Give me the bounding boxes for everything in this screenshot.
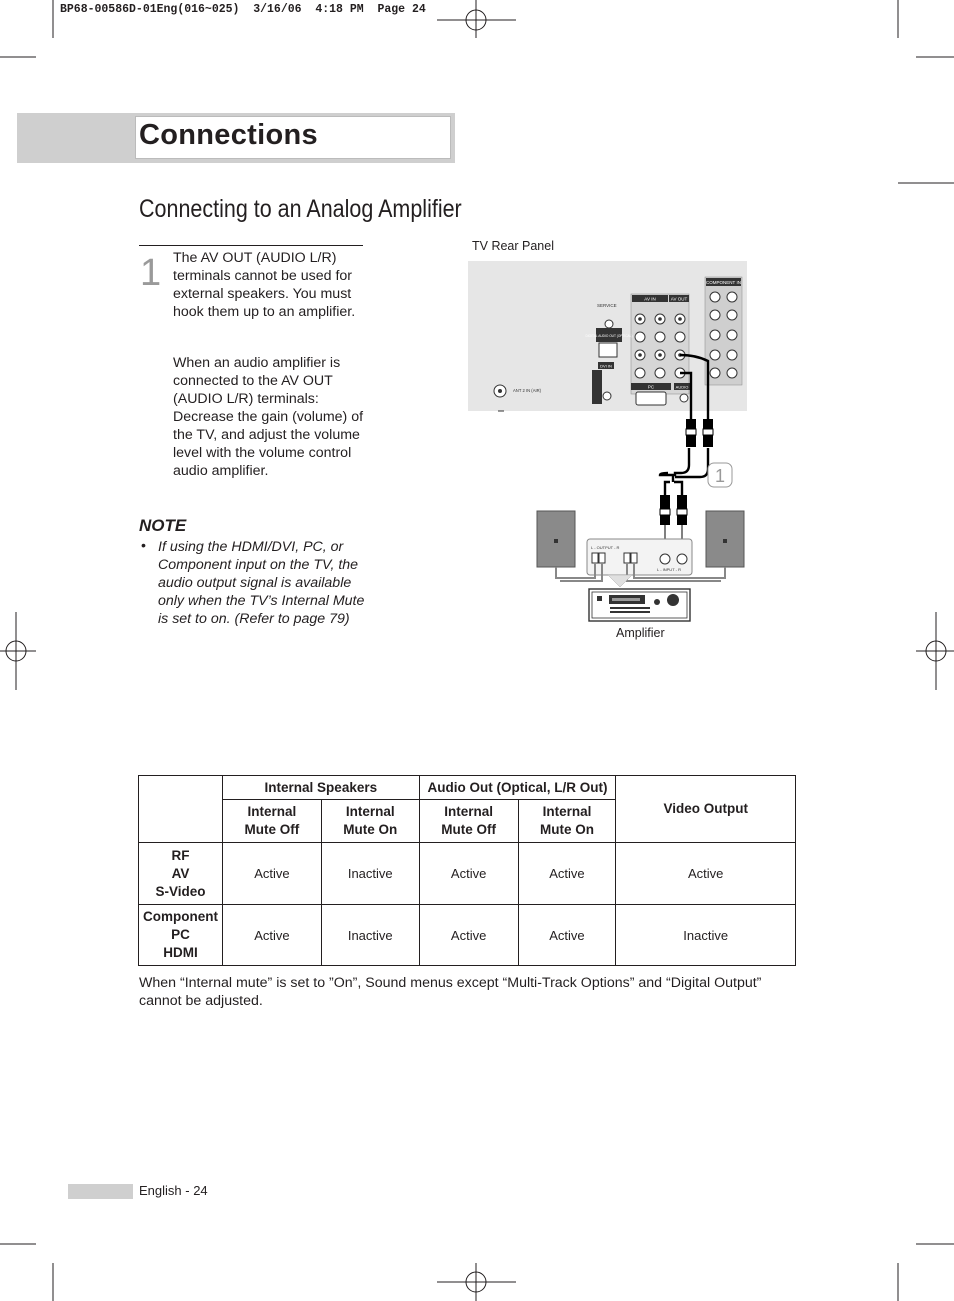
table-cell: Inactive [321, 843, 419, 905]
component-in-label: COMPONENT IN [706, 280, 741, 285]
connection-diagram [460, 255, 760, 630]
note-bullet: • [141, 538, 146, 554]
dvi-in-label: DVI IN [600, 363, 612, 369]
step-rule [139, 245, 363, 246]
header-internal-speakers: Internal Speakers [222, 776, 419, 800]
table-cell: Active [616, 843, 796, 905]
step-number: 1 [140, 252, 162, 294]
table-cell: Active [222, 843, 321, 905]
service-label: SERVICE [597, 303, 617, 308]
table-cell: Active [419, 905, 518, 966]
amplifier-label: Amplifier [616, 626, 665, 640]
ant-in-label: ANT 2 IN (AIR) [513, 388, 542, 393]
av-out-label: AV OUT [670, 296, 688, 302]
row-label: RF AV S-Video [139, 843, 223, 905]
table-row [139, 905, 796, 966]
table-note: When “Internal mute” is set to ”On”, Sound menus except “Multi-Track Options” and “Digital Output” cannot be adjusted. [139, 975, 762, 1009]
row-label: Component PC HDMI [139, 905, 223, 966]
digital-audio-out-label: DIGITAL AUDIO OUT (OPTICAL) [585, 334, 633, 338]
table-corner-cell [139, 776, 223, 843]
input-label: L - INPUT - R [657, 567, 682, 572]
note-text: If using the HDMI/DVI, PC, or Component input on the TV, the audio output signal is available only when the TV’s Internal Mute is set to on. (Refer to page 79) [158, 539, 365, 627]
table-cell: Inactive [616, 905, 796, 966]
subheader-mute-on: Internal Mute On [321, 800, 419, 843]
subheader-mute-off: Internal Mute Off [222, 800, 321, 843]
table-cell: Active [222, 905, 321, 966]
page-number: English - 24 [139, 1183, 208, 1198]
note-heading: NOTE [139, 516, 187, 535]
pc-label: PC [647, 384, 655, 390]
step-callout-number: 1 [714, 466, 726, 486]
step-paragraph-1: The AV OUT (AUDIO L/R) terminals cannot be used for external speakers. You must hook them up to an amplifier. [173, 250, 356, 320]
table-cell: Active [419, 843, 518, 905]
av-in-label: AV IN [644, 296, 656, 302]
table-cell: Inactive [321, 905, 419, 966]
internal-mute-table [138, 775, 796, 966]
subheader-mute-off: Internal Mute Off [419, 800, 518, 843]
audio-label: AUDIO [675, 384, 689, 390]
print-slug: BP68-00586D-01Eng(016~025) 3/16/06 4:18 PM Page 24 [60, 3, 426, 16]
header-audio-out: Audio Out (Optical, L/R Out) [419, 776, 616, 800]
output-label: L - OUTPUT - R [591, 545, 620, 550]
table-row [139, 843, 796, 905]
page-subtitle: Connecting to an Analog Amplifier [139, 195, 462, 223]
section-title: Connections [139, 119, 318, 151]
table-cell: Active [518, 905, 616, 966]
tv-rear-panel-label: TV Rear Panel [472, 239, 554, 253]
step-paragraph-2: When an audio amplifier is connected to the AV OUT (AUDIO L/R) terminals: Decrease the gain (volume) of the TV, and adjust the volume level with the volume control audio amplifier. [173, 355, 364, 479]
table-cell: Active [518, 843, 616, 905]
footer-bar [68, 1184, 133, 1199]
subheader-mute-on: Internal Mute On [518, 800, 616, 843]
header-video-output: Video Output [616, 776, 796, 843]
